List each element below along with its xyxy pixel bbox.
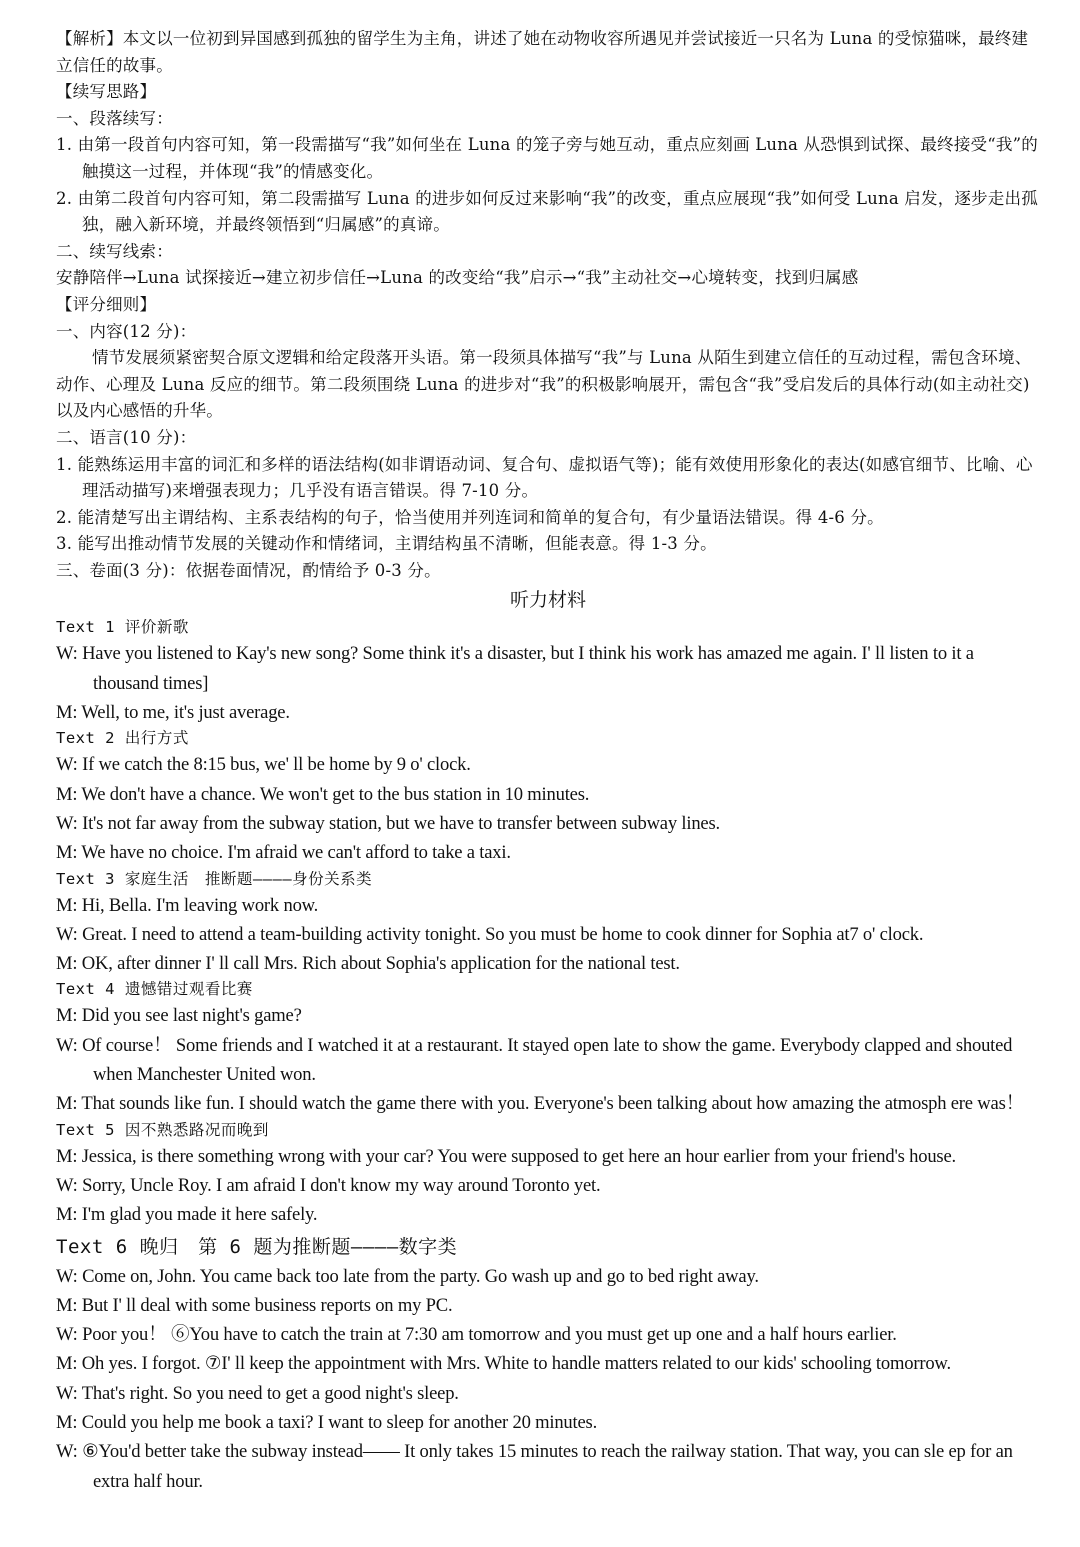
- dialogue-line: M: Could you help me book a taxi? I want to sleep for another 20 minutes.: [56, 1412, 598, 1433]
- analysis-section: [56, 26, 1040, 584]
- writing-clue: 安静陪伴→Luna 试探接近→建立初步信任→Luna 的改变给“我”启示→“我”主动社交→心境转变，找到归属感: [56, 268, 859, 288]
- writing-idea-heading: 【续写思路】: [56, 82, 157, 102]
- dialogue-line: M: We have no choice. I'm afraid we can't afford to take a taxi.: [56, 842, 511, 864]
- text-3-header: Text 3 家庭生活 推断题————身份关系类: [56, 869, 373, 888]
- part-two-heading: 二、续写线索：: [56, 241, 173, 261]
- scoring-heading: 【评分细则】: [56, 294, 157, 314]
- text-1-header: Text 1 评价新歌: [56, 618, 189, 637]
- dialogue-line: W: Come on, John. You came back too late from the party. Go wash up and go to bed right away.: [56, 1265, 759, 1287]
- dialogue-line: W: Poor you！ ⑥You have to catch the train at 7:30 am tomorrow and you must get up one and a half hours earlier.: [56, 1324, 897, 1346]
- listening-section: [56, 616, 1040, 1495]
- dialogue-line: M: But I' ll deal with some business reports on my PC.: [56, 1294, 453, 1316]
- neatness-score: 三、卷面(3 分)：依据卷面情况，酌情给予 0-3 分。: [56, 560, 441, 580]
- content-score-body: 情节发展须紧密契合原文逻辑和给定段落开头语。第一段须具体描写“我”与 Luna 从陌生到建立信任的互动过程，需包含环境、动作、心理及 Luna 反应的细节。第二段须围绕 Luna 的进步对“我”的积极影响展开，需包含“我”受启发后的具体行动(如主动社交)以及内心感悟的升华。: [56, 348, 1032, 421]
- dialogue-line: M: We don't have a chance. We won't get to the bus station in 10 minutes.: [56, 783, 590, 805]
- listening-title: 听力材料: [509, 589, 586, 612]
- language-score-item-3: 3. 能写出推动情节发展的关键动作和情绪词，主谓结构虽不清晰，但能表意。得 1-3 分。: [56, 534, 717, 554]
- text-6-header: Text 6 晚归 第 6 题为推断题————数字类: [56, 1235, 458, 1258]
- dialogue-line: W: ⑥You'd better take the subway instead—— It only takes 15 minutes to reach the railway station. That way, you can sle ep for an extra half hour.: [56, 1441, 1013, 1492]
- text-2-header: Text 2 出行方式: [56, 729, 189, 748]
- dialogue-line: W: Of course！ Some friends and I watched it at a restaurant. It stayed open late to show the game. Everybody clapped and shouted when Manchester United won.: [56, 1034, 1013, 1086]
- analysis-summary: 【解析】本文以一位初到异国感到孤独的留学生为主角，讲述了她在动物收容所遇见并尝试接近一只名为 Luna 的受惊猫咪，最终建立信任的故事。: [56, 29, 1029, 75]
- dialogue-line: M: That sounds like fun. I should watch the game there with you. Everyone's been talking about how amazing the atmosph ere was！: [56, 1093, 1025, 1115]
- idea-item-2: 2. 由第二段首句内容可知，第二段需描写 Luna 的进步如何反过来影响“我”的改变，重点应展现“我”如何受 Luna 启发，逐步走出孤独，融入新环境，并最终领悟到“归属感”的真谛。: [56, 188, 1038, 235]
- language-score-heading: 二、语言(10 分)：: [56, 427, 197, 447]
- dialogue-line: W: That's right. So you need to get a good night's sleep.: [56, 1382, 459, 1404]
- dialogue-line: M: Did you see last night's game?: [56, 1005, 302, 1027]
- dialogue-line: W: Sorry, Uncle Roy. I am afraid I don't know my way around Toronto yet.: [56, 1174, 601, 1196]
- dialogue-line: W: Have you listened to Kay's new song? Some think it's a disaster, but I think his work has amazed me again. I' ll listen to it a thousand times]: [56, 643, 974, 694]
- content-score-heading: 一、内容(12 分)：: [56, 321, 197, 341]
- dialogue-line: M: I'm glad you made it here safely.: [56, 1204, 318, 1226]
- language-score-item-1: 1. 能熟练运用丰富的词汇和多样的语法结构(如非谓语动词、复合句、虚拟语气等)；能有效使用形象化的表达(如感官细节、比喻、心理活动描写)来增强表现力；几乎没有语言错误。得 7-10 分。: [56, 454, 1033, 501]
- text-5-header: Text 5 因不熟悉路况而晚到: [56, 1120, 269, 1139]
- dialogue-line: M: Oh yes. I forgot. ⑦I' ll keep the appointment with Mrs. White to handle matters related to our kids' schooling tomorrow.: [56, 1353, 951, 1375]
- dialogue-line: W: Great. I need to attend a team-building activity tonight. So you must be home to cook dinner for Sophia at7 o' clock.: [56, 923, 924, 945]
- dialogue-line: W: If we catch the 8:15 bus, we' ll be home by 9 o' clock.: [56, 754, 471, 776]
- dialogue-line: M: OK, after dinner I' ll call Mrs. Rich about Sophia's application for the national test.: [56, 953, 680, 975]
- dialogue-line: W: It's not far away from the subway station, but we have to transfer between subway lines.: [56, 812, 720, 834]
- part-one-heading: 一、段落续写：: [56, 108, 173, 128]
- dialogue-line: M: Hi, Bella. I'm leaving work now.: [56, 894, 319, 916]
- language-score-item-2: 2. 能清楚写出主谓结构、主系表结构的句子，恰当使用并列连词和简单的复合句，有少量语法错误。得 4-6 分。: [56, 507, 884, 527]
- idea-item-1: 1. 由第一段首句内容可知，第一段需描写“我”如何坐在 Luna 的笼子旁与她互动，重点应刻画 Luna 从恐惧到试探、最终接受“我”的触摸这一过程，并体现“我”的情感变化。: [56, 135, 1038, 181]
- text-4-header: Text 4 遗憾错过观看比赛: [56, 980, 253, 999]
- dialogue-line: M: Jessica, is there something wrong with your car? You were supposed to get here an hour earlier from your friend's house.: [56, 1145, 956, 1167]
- dialogue-line: M: Well, to me, it's just average.: [56, 702, 290, 724]
